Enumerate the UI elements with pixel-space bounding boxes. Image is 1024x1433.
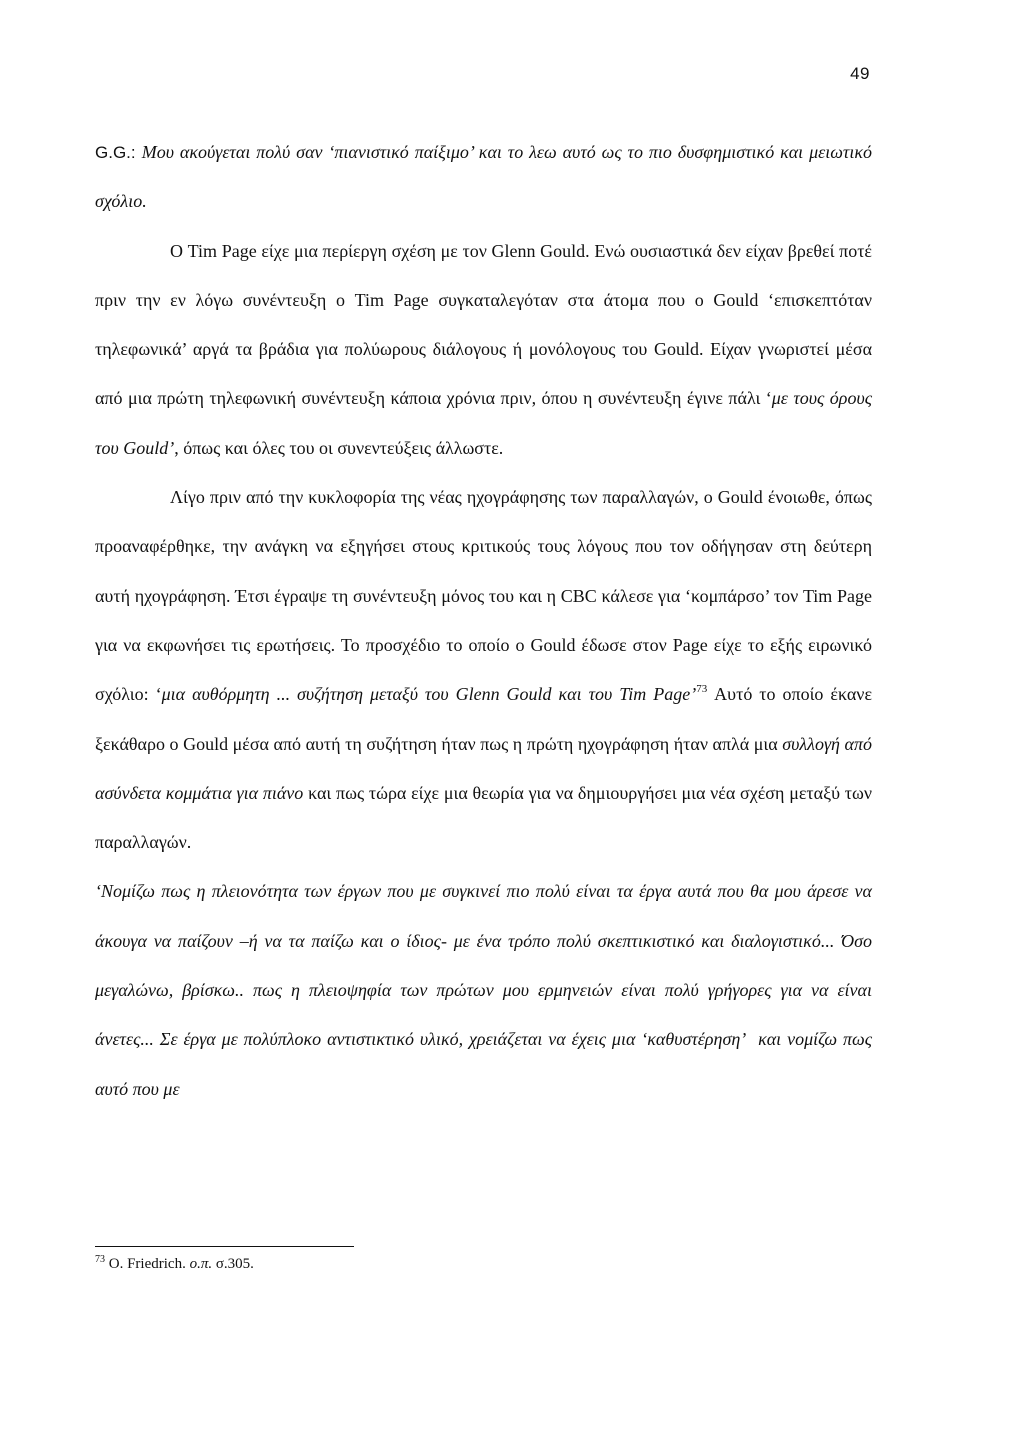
paragraph-new-recording: [95, 473, 872, 867]
italic-quote-tail: και νομίζω πως αυτό που με: [95, 1029, 873, 1099]
footnote-number: 73: [95, 1254, 105, 1265]
paragraph-text: Ο Tim Page είχε μια περίεργη σχέση με τον Glenn Gould. Ενώ ουσιαστικά δεν είχαν βρεθεί ποτέ πριν την εν λόγω συνέντευξη ο Tim Page συγκαταλεγόταν στα άτομα που ο Gould ‘επισκεπτόταν τηλεφωνικά’ αργά τα βράδια για πολύωρους διάλογους ή μονόλογους του Gould. Είχαν γνωριστεί μέσα από μια πρώτη τηλεφωνική συνέντευξη κάποια χρόνια πριν, όπου η συνέντευξη έγινε πάλι ‘: [95, 240, 872, 409]
gg-quote-text: Μου ακούγεται πολύ σαν ‘πιανιστικό παίξιμο’ και το λεω αυτό ως το πιο δυσφημιστικό και μειωτικό σχόλιο.: [95, 142, 872, 212]
italic-phrase: μια αυθόρμητη ... συζήτηση μεταξύ του Glenn Gould και του Tim Page’: [161, 684, 697, 705]
footnote-page: σ.305.: [212, 1256, 254, 1272]
footnote-italic: ο.π.: [189, 1256, 213, 1272]
paragraph-tim-page-relation: [95, 227, 872, 473]
footnote: [95, 1256, 254, 1273]
italic-phrase: συλλογή από ασύνδετα κομμάτια για πιάνο: [95, 733, 872, 803]
italic-phrase: με τους όρους του Gould’: [95, 388, 873, 458]
page-number: 49: [850, 64, 870, 83]
paragraph-text: και πως τώρα είχε μια θεωρία για να δημιουργήσει μια νέα σχέση μεταξύ των παραλλαγών.: [95, 782, 872, 853]
speaker-colon: :: [130, 143, 142, 162]
footnote-divider: [95, 1246, 354, 1247]
footnote-reference: 73: [696, 683, 708, 696]
speaker-label: G.G.: [95, 143, 131, 162]
paragraph-text: Λίγο πριν από την κυκλοφορία της νέας ηχογράφησης των παραλλαγών, ο Gould ένοιωθε, όπως προαναφέρθηκε, την ανάγκη να εξηγήσει στους κριτικούς τους λόγους που τον οδήγησαν στη δεύτερη αυτή ηχογράφηση. Έτσι έγραψε τη συνέντευξη μόνος του και η CBC κάλεσε για ‘κομπάρσο’ τον Tim Page για να εκφωνήσει τις ερωτήσεις. Το προσχέδιο το οποίο ο Gould έδωσε στον Page είχε το εξής ειρωνικό σχόλιο: ‘: [95, 487, 872, 705]
italic-quote: ‘Νομίζω πως η πλειονότητα των έργων που με συγκινεί πιο πολύ είναι τα έργα αυτά που θα μου άρεσε να άκουγα να παίζουν –ή να τα παίζω και ο ίδιος- με ένα τρόπο πολύ σκεπτικιστικό και διαλογιστικό... Όσο μεγαλώνω, βρίσκω.. πως η πλειοψηφία των πρώτων μου ερμηνειών είναι πολύ γρήγορες για να είναι άνετες... Σε έργα με πολύπλοκο αντιστικτικό υλικό, χρειάζεται να έχεις μια ‘καθυστέρηση’: [95, 881, 872, 1050]
paragraph-text-tail: , όπως και όλες του οι συνεντεύξεις άλλωστε.: [174, 437, 504, 458]
paragraph-text: Αυτό το οποίο έκανε ξεκάθαρο ο Gould μέσα από αυτή τη συζήτηση ήταν πως η πρώτη ηχογράφηση ήταν απλά μια: [95, 684, 872, 754]
paragraph-gg-quote: [95, 128, 872, 227]
body-text: [95, 128, 872, 1114]
footnote-text: O. Friedrich.: [105, 1256, 190, 1272]
paragraph-gould-quote: [95, 867, 872, 1113]
